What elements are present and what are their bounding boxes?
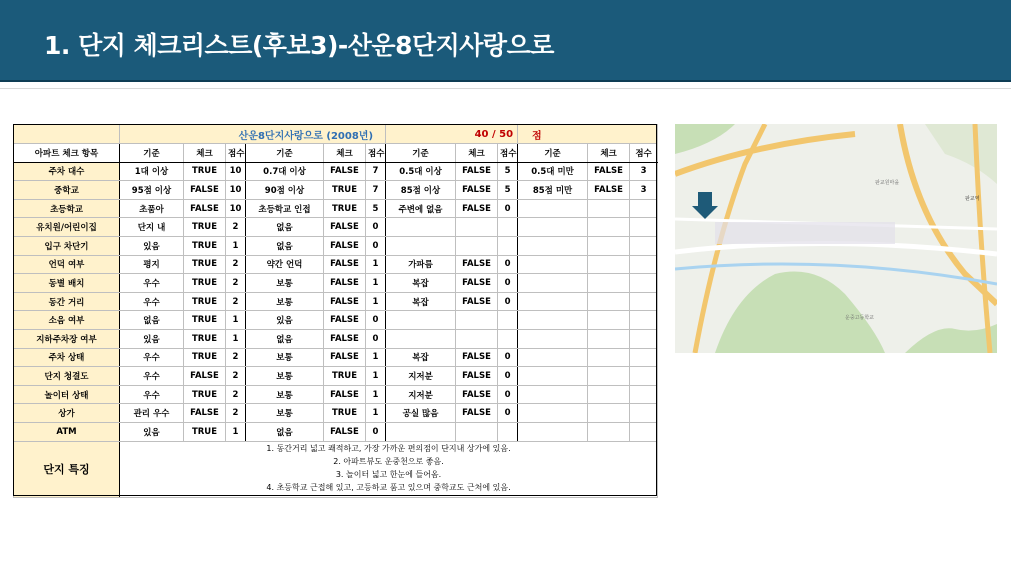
check-cell: TRUE <box>324 181 366 200</box>
score-cell: 2 <box>226 367 246 386</box>
header-criteria: 기준 <box>246 144 324 163</box>
criteria-cell <box>518 422 588 441</box>
header-criteria: 기준 <box>518 144 588 163</box>
check-cell: FALSE <box>456 274 498 293</box>
header-score: 점수 <box>630 144 658 163</box>
criteria-cell: 단지 내 <box>120 218 184 237</box>
complex-title: 산운8단지사랑으로 (2008년) <box>238 130 374 142</box>
check-cell <box>588 311 630 330</box>
check-cell <box>456 422 498 441</box>
criteria-cell <box>518 385 588 404</box>
slide-header <box>0 0 1011 82</box>
score-cell <box>498 218 518 237</box>
check-cell: TRUE <box>184 162 226 181</box>
criteria-cell: 보통 <box>246 367 324 386</box>
criteria-cell: 있음 <box>120 329 184 348</box>
score-cell: 0 <box>366 218 386 237</box>
check-cell <box>456 236 498 255</box>
check-cell: TRUE <box>184 385 226 404</box>
table-row <box>14 292 658 311</box>
criteria-cell <box>518 311 588 330</box>
header-item: 아파트 체크 항목 <box>14 144 120 163</box>
score-cell: 1 <box>366 385 386 404</box>
score-cell: 0 <box>366 311 386 330</box>
score-cell: 5 <box>366 199 386 218</box>
score-cell <box>498 422 518 441</box>
check-cell: FALSE <box>456 181 498 200</box>
total-score: 40 / 50 <box>474 128 514 140</box>
criteria-cell <box>518 367 588 386</box>
check-cell: FALSE <box>324 348 366 367</box>
check-cell: FALSE <box>456 292 498 311</box>
score-cell: 2 <box>226 348 246 367</box>
score-cell: 1 <box>226 329 246 348</box>
map-label: 운중고등학교 <box>845 315 874 321</box>
score-cell <box>630 422 658 441</box>
criteria-cell: 없음 <box>246 236 324 255</box>
criteria-cell <box>518 404 588 423</box>
item-label: ATM <box>14 422 120 441</box>
check-cell: TRUE <box>184 236 226 255</box>
check-cell <box>588 367 630 386</box>
check-cell <box>588 218 630 237</box>
criteria-cell <box>386 311 456 330</box>
check-cell: FALSE <box>324 236 366 255</box>
table-row <box>14 162 658 181</box>
score-cell <box>630 404 658 423</box>
criteria-cell: 약간 언덕 <box>246 255 324 274</box>
check-cell <box>588 255 630 274</box>
table-row <box>14 236 658 255</box>
score-cell: 2 <box>226 218 246 237</box>
score-cell: 5 <box>498 162 518 181</box>
criteria-cell <box>518 199 588 218</box>
score-cell: 3 <box>630 181 658 200</box>
check-cell: FALSE <box>456 199 498 218</box>
check-cell <box>588 348 630 367</box>
criteria-cell: 없음 <box>246 329 324 348</box>
feature-line: 2. 아파트뷰도 운중천으로 좋음. <box>333 456 444 466</box>
score-cell: 5 <box>498 181 518 200</box>
check-cell: FALSE <box>324 385 366 404</box>
check-cell <box>588 236 630 255</box>
map-label: 판교원마을 <box>875 180 900 186</box>
criteria-cell: 복잡 <box>386 274 456 293</box>
score-cell: 0 <box>498 348 518 367</box>
score-cell: 0 <box>498 404 518 423</box>
checklist-table <box>13 124 658 498</box>
item-label: 단지 청결도 <box>14 367 120 386</box>
score-cell: 7 <box>366 181 386 200</box>
features-row <box>14 441 658 497</box>
column-header-row <box>14 144 658 163</box>
criteria-cell <box>518 255 588 274</box>
score-cell: 10 <box>226 162 246 181</box>
check-cell: FALSE <box>456 367 498 386</box>
criteria-cell <box>518 348 588 367</box>
item-label: 입구 차단기 <box>14 236 120 255</box>
score-cell: 0 <box>366 422 386 441</box>
check-cell: FALSE <box>456 348 498 367</box>
score-cell: 0 <box>366 236 386 255</box>
map-image <box>675 124 997 353</box>
check-cell: FALSE <box>184 367 226 386</box>
criteria-cell <box>518 236 588 255</box>
check-cell: FALSE <box>456 404 498 423</box>
score-cell: 2 <box>226 385 246 404</box>
score-cell <box>630 218 658 237</box>
criteria-cell <box>518 292 588 311</box>
header-check: 체크 <box>588 144 630 163</box>
features-label: 단지 특징 <box>14 441 120 497</box>
criteria-cell <box>518 218 588 237</box>
table-row <box>14 274 658 293</box>
criteria-cell: 있음 <box>120 422 184 441</box>
table-row <box>14 367 658 386</box>
check-cell: FALSE <box>184 181 226 200</box>
criteria-cell: 평지 <box>120 255 184 274</box>
score-cell: 1 <box>366 292 386 311</box>
table-row <box>14 422 658 441</box>
item-label: 동간 거리 <box>14 292 120 311</box>
score-cell: 1 <box>366 255 386 274</box>
item-label: 상가 <box>14 404 120 423</box>
criteria-cell: 우수 <box>120 348 184 367</box>
score-cell <box>630 274 658 293</box>
table-row <box>14 181 658 200</box>
criteria-cell: 있음 <box>246 311 324 330</box>
check-cell: TRUE <box>184 292 226 311</box>
check-cell: FALSE <box>324 329 366 348</box>
criteria-cell: 0.5대 이상 <box>386 162 456 181</box>
check-cell: TRUE <box>184 255 226 274</box>
item-label: 언덕 여부 <box>14 255 120 274</box>
table-row <box>14 199 658 218</box>
header-check: 체크 <box>456 144 498 163</box>
score-cell <box>630 367 658 386</box>
table-row <box>14 329 658 348</box>
table-row <box>14 311 658 330</box>
header-criteria: 기준 <box>386 144 456 163</box>
score-unit: 점 <box>532 130 542 142</box>
check-cell: TRUE <box>324 199 366 218</box>
item-label: 유치원/어린이집 <box>14 218 120 237</box>
check-cell: FALSE <box>324 218 366 237</box>
score-cell: 2 <box>226 274 246 293</box>
score-cell <box>630 292 658 311</box>
check-cell: FALSE <box>588 181 630 200</box>
score-cell <box>498 329 518 348</box>
check-cell: TRUE <box>184 311 226 330</box>
criteria-cell: 0.7대 이상 <box>246 162 324 181</box>
criteria-cell: 90점 이상 <box>246 181 324 200</box>
score-cell: 10 <box>226 181 246 200</box>
score-cell <box>630 348 658 367</box>
criteria-cell: 우수 <box>120 367 184 386</box>
check-cell: TRUE <box>184 274 226 293</box>
score-cell: 2 <box>226 255 246 274</box>
header-divider <box>0 88 1011 89</box>
score-cell <box>498 236 518 255</box>
score-cell: 1 <box>226 422 246 441</box>
score-cell: 0 <box>498 255 518 274</box>
criteria-cell: 가파름 <box>386 255 456 274</box>
table-row <box>14 255 658 274</box>
criteria-cell: 보통 <box>246 274 324 293</box>
check-cell: FALSE <box>456 385 498 404</box>
score-cell: 0 <box>498 199 518 218</box>
feature-line: 3. 놀이터 넓고 한눈에 들어옴. <box>335 470 442 480</box>
table-row <box>14 218 658 237</box>
criteria-cell: 95점 이상 <box>120 181 184 200</box>
score-cell: 10 <box>226 199 246 218</box>
criteria-cell: 초등학교 인접 <box>246 199 324 218</box>
criteria-cell: 주변에 없음 <box>386 199 456 218</box>
score-cell: 1 <box>366 404 386 423</box>
map-label: 판교역 <box>965 196 980 202</box>
item-label: 지하주차장 여부 <box>14 329 120 348</box>
check-cell: TRUE <box>184 422 226 441</box>
header-check: 체크 <box>324 144 366 163</box>
table-row <box>14 385 658 404</box>
check-cell: TRUE <box>184 218 226 237</box>
criteria-cell <box>386 236 456 255</box>
check-cell: FALSE <box>324 292 366 311</box>
criteria-cell: 보통 <box>246 404 324 423</box>
table-row <box>14 404 658 423</box>
criteria-cell <box>386 329 456 348</box>
criteria-cell: 공실 많음 <box>386 404 456 423</box>
check-cell <box>588 404 630 423</box>
check-cell: TRUE <box>184 329 226 348</box>
check-cell: TRUE <box>324 367 366 386</box>
check-cell: FALSE <box>184 404 226 423</box>
feature-line: 4. 초등학교 근접해 있고, 고등하교 품고 있으며 중학교도 근처에 있음. <box>266 483 511 493</box>
check-cell: TRUE <box>184 348 226 367</box>
item-label: 초등학교 <box>14 199 120 218</box>
score-cell <box>630 329 658 348</box>
score-cell: 2 <box>226 292 246 311</box>
check-cell <box>456 329 498 348</box>
score-cell: 7 <box>366 162 386 181</box>
check-cell: FALSE <box>324 422 366 441</box>
check-cell: TRUE <box>324 404 366 423</box>
criteria-cell: 보통 <box>246 348 324 367</box>
criteria-cell: 우수 <box>120 385 184 404</box>
criteria-cell: 관리 우수 <box>120 404 184 423</box>
criteria-cell: 초품아 <box>120 199 184 218</box>
score-cell: 1 <box>366 348 386 367</box>
criteria-cell: 지저분 <box>386 385 456 404</box>
criteria-cell: 보통 <box>246 385 324 404</box>
criteria-cell: 우수 <box>120 292 184 311</box>
criteria-cell: 지저분 <box>386 367 456 386</box>
criteria-cell: 우수 <box>120 274 184 293</box>
score-cell: 0 <box>498 367 518 386</box>
score-cell: 0 <box>498 274 518 293</box>
score-cell <box>630 385 658 404</box>
table-row <box>14 348 658 367</box>
feature-line: 1. 동간거리 넓고 쾌적하고, 가장 가까운 편의점이 단지내 상가에 있음. <box>266 443 511 453</box>
criteria-cell: 없음 <box>120 311 184 330</box>
item-label: 동별 배치 <box>14 274 120 293</box>
score-cell <box>498 311 518 330</box>
score-cell: 0 <box>498 292 518 311</box>
check-cell: FALSE <box>324 311 366 330</box>
slide-title: 1. 단지 체크리스트(후보3)-산운8단지사랑으로 <box>44 31 554 60</box>
criteria-cell <box>386 218 456 237</box>
location-map <box>675 124 997 353</box>
check-cell <box>588 274 630 293</box>
score-cell: 1 <box>366 274 386 293</box>
header-score: 점수 <box>226 144 246 163</box>
checklist-sheet <box>13 124 657 496</box>
item-label: 중학교 <box>14 181 120 200</box>
score-cell: 1 <box>226 236 246 255</box>
check-cell <box>588 422 630 441</box>
header-score: 점수 <box>498 144 518 163</box>
score-cell <box>630 199 658 218</box>
check-cell: FALSE <box>456 162 498 181</box>
score-cell: 1 <box>226 311 246 330</box>
criteria-cell: 없음 <box>246 218 324 237</box>
criteria-cell: 복잡 <box>386 348 456 367</box>
score-cell: 0 <box>498 385 518 404</box>
check-cell <box>456 218 498 237</box>
check-cell: FALSE <box>324 274 366 293</box>
criteria-cell: 85점 미만 <box>518 181 588 200</box>
item-label: 놀이터 상태 <box>14 385 120 404</box>
score-cell <box>630 255 658 274</box>
header-criteria: 기준 <box>120 144 184 163</box>
criteria-cell <box>386 422 456 441</box>
item-label: 주차 대수 <box>14 162 120 181</box>
criteria-cell: 1대 이상 <box>120 162 184 181</box>
title-corner <box>14 125 120 144</box>
check-cell: FALSE <box>324 255 366 274</box>
criteria-cell: 있음 <box>120 236 184 255</box>
features-body <box>120 441 658 497</box>
header-check: 체크 <box>184 144 226 163</box>
check-cell: FALSE <box>324 162 366 181</box>
check-cell: FALSE <box>184 199 226 218</box>
check-cell: FALSE <box>588 162 630 181</box>
header-score: 점수 <box>366 144 386 163</box>
check-cell <box>588 385 630 404</box>
item-label: 주차 상태 <box>14 348 120 367</box>
criteria-cell <box>518 329 588 348</box>
criteria-cell: 보통 <box>246 292 324 311</box>
check-cell <box>588 292 630 311</box>
score-cell: 3 <box>630 162 658 181</box>
criteria-cell: 85점 이상 <box>386 181 456 200</box>
criteria-cell: 복잡 <box>386 292 456 311</box>
check-cell <box>588 329 630 348</box>
criteria-cell: 0.5대 미만 <box>518 162 588 181</box>
score-cell: 1 <box>366 367 386 386</box>
score-cell <box>630 311 658 330</box>
score-cell: 0 <box>366 329 386 348</box>
check-cell <box>588 199 630 218</box>
check-cell <box>456 311 498 330</box>
criteria-cell <box>518 274 588 293</box>
criteria-cell: 없음 <box>246 422 324 441</box>
check-cell: FALSE <box>456 255 498 274</box>
score-cell: 2 <box>226 404 246 423</box>
item-label: 소음 여부 <box>14 311 120 330</box>
score-cell <box>630 236 658 255</box>
